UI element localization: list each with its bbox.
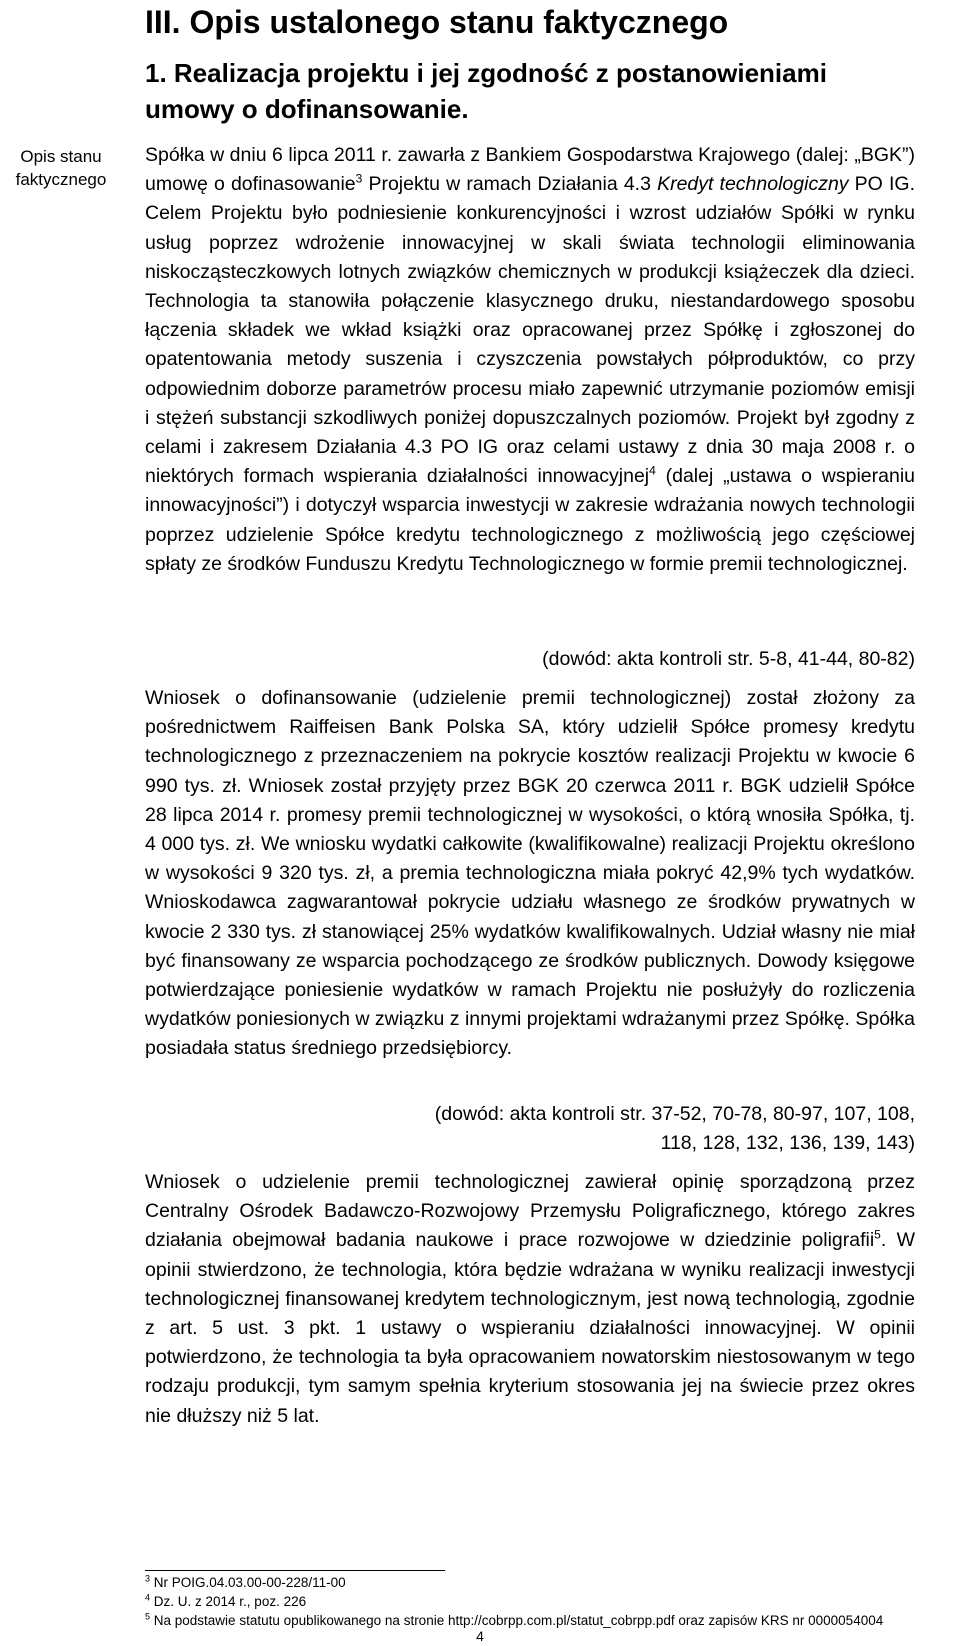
paragraph-project-realization: Spółka w dniu 6 lipca 2011 r. zawarła z Bankiem Gospodarstwa Krajowego (dalej: „BGK”) umowę o dofinasowanie$^3$ Projektu w ramach Działania 4.3 Kredyt technologiczny PO IG. Celem Projektu było podniesienie konkurencyjności i wzrost udziałów Spółki w rynku usług poprzez wdrożenie innowacyjnej w skali świata technologii eliminowania niskocząsteczkowych lotnych związków chemicznych w produkcji książeczek dla dzieci. Technologia ta stanowiła połączenie klasycznego druku, niestandardowego sposobu łączenia składek we wkład książki oraz opracowanej przez Spółkę i zgłoszonej do opatentowania metody suszenia i czyszczenia powstałych półproduktów, co przy odpowiednim doborze parametrów procesu miało zapewnić utrzymanie poziomów emisji i stężeń substancji szkodliwych poniżej dopuszczalnych poziomów. Projekt był zgodny z celami i zakresem Działania 4.3 PO IG oraz celami ustawy z dnia 30 maja 2008 r. o niektórych formach wspierania działalności innowacyjnej$^4$ (dalej „ustawa o wspieraniu innowacyjności”) i dotyczył wsparcia inwestycji w zakresie wdrażania nowych technologii poprzez udzielenie Spółce kredytu technologicznego z możliwością jego częściowej spłaty ze środków Funduszu Kredytu Technologicznego w formie premii technologicznej.: [145, 144, 916, 575]
page-number: 4: [476, 1628, 484, 1644]
footnote-ref-5[interactable]: 5: [874, 1227, 881, 1242]
footnote-ref-3[interactable]: 3: [355, 171, 363, 186]
footnote-4: $^4$ Dz. U. z 2014 r., poz. 226: [145, 1592, 307, 1609]
footnote-3: $^3$ Nr POIG.04.03.00-00-228/11-00: [145, 1573, 346, 1590]
evidence-note-1: (dowód: akta kontroli str. 5-8, 41-44, 80-82): [542, 648, 915, 670]
margin-label: Opis stanu faktycznego: [15, 147, 107, 189]
footnote-separator: [145, 1570, 445, 1571]
paragraph-application: Wniosek o dofinansowanie (udzielenie premii technologicznej) został złożony za pośrednictwem Raiffeisen Bank Polska SA, który udzielił Spółce promesy kredytu technologicznego z przeznaczeniem na pokrycie kosztów realizacji Projektu w kwocie 6 990 tys. zł. Wniosek został przyjęty przez BGK 20 czerwca 2011 r. BGK udzielił Spółce 28 lipca 2014 r. promesy premii technologicznej w wysokości, o którą wnosiła Spółka, tj. 4 000 tys. zł. We wniosku wydatki całkowite (kwalifikowalne) realizacji Projektu określono w wysokości 9 320 tys. zł, a premia technologiczna miała pokryć 42,9% tych wydatków. Wnioskodawca zagwarantował pokrycie udziału własnego ze środków prywatnych w kwocie 2 330 tys. zł stanowiącej 25% wydatków kwalifikowalnych. Udział własny nie miał być finansowany ze wsparcia pochodzącego ze środków publicznych. Dowody księgowe potwierdzające poniesienie wydatków w ramach Projektu nie posłużyły do rozliczenia wydatków poniesionych w związku z innymi projektami wdrażanymi przez Spółkę. Spółka posiadała status średniego przedsiębiorcy.: [145, 687, 915, 1060]
evidence-note-2-line2: 118, 128, 132, 136, 139, 143): [660, 1132, 915, 1154]
subsection-heading: 1. Realizacja projektu i jej zgodność z postanowieniami umowy o dofinansowanie.: [145, 58, 827, 124]
section-heading: III. Opis ustalonego stanu faktycznego: [145, 4, 729, 40]
evidence-note-2-line1: (dowód: akta kontroli str. 37-52, 70-78, 80-97, 107, 108,: [434, 1103, 915, 1125]
footnote-5: $^5$ Na podstawie statutu opublikowanego na stronie http://cobrpp.com.pl/statut_cobrpp.pdf oraz zapisów KRS nr 0000054004: [145, 1611, 884, 1628]
footnote-ref-4[interactable]: 4: [649, 463, 656, 478]
paragraph-opinion: Wniosek o udzielenie premii technologicznej zawierał opinię sporządzoną przez Centralny Ośrodek Badawczo-Rozwojowy Przemysłu Poligraficznego, którego zakres działania obejmował badania naukowe i prace rozwojowe w dziedzinie poligrafii$^5$. W opinii stwierdzono, że technologia, która będzie wdrażana w wyniku realizacji inwestycji technologicznej finansowanej kredytem technologicznym, jest nową technologią, zgodnie z art. 5 ust. 3 pkt. 1 ustawy o wspieraniu działalności innowacyjnej. W opinii potwierdzono, że technologia ta była opracowaniem nowatorskim niestosowanym w tego rodzaju produkcji, tym samym spełnia kryterium stosowania jej na świecie przez okres nie dłuższy niż 5 lat.: [145, 1171, 915, 1427]
